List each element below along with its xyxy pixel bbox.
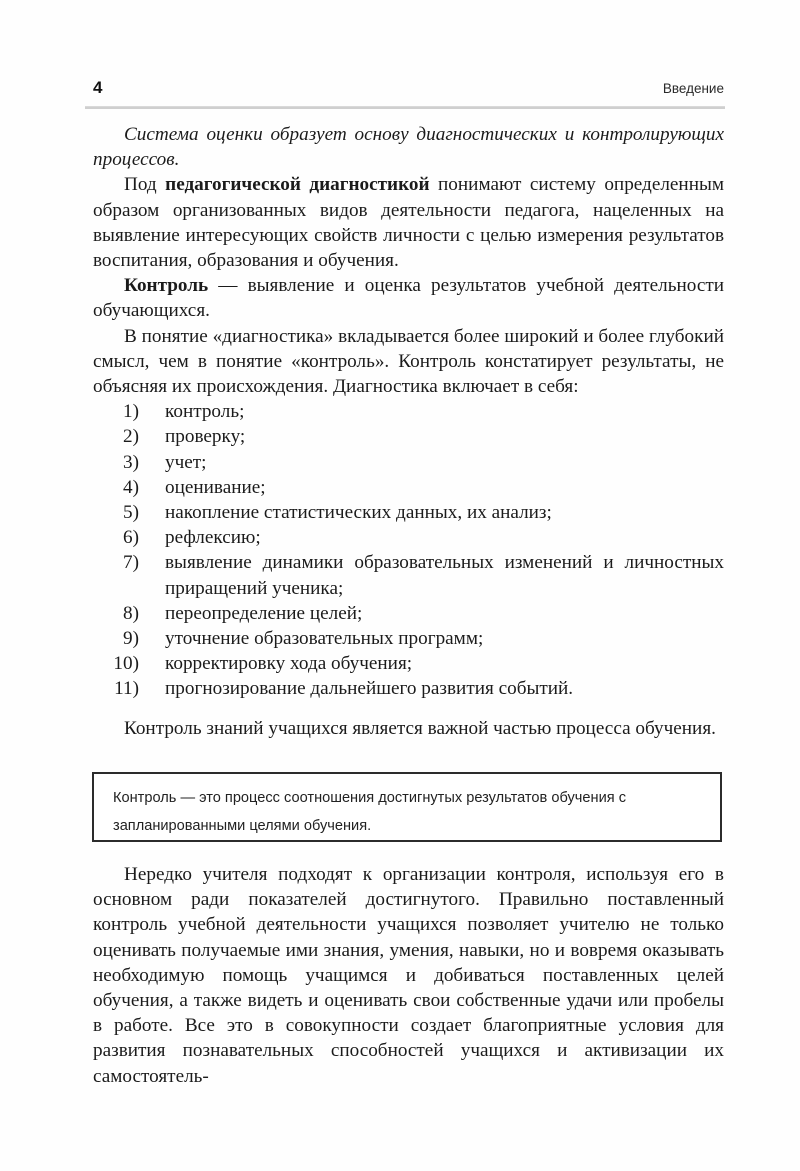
closing-text-block	[93, 862, 724, 1089]
list-item	[93, 676, 724, 701]
diagnostics-components-list	[93, 399, 724, 701]
list-item-text: контроль;	[165, 401, 245, 423]
paragraph-control-importance: Контроль знаний учащихся является важной частью процесса обучения.	[124, 717, 716, 739]
list-item-text: уточнение образовательных программ;	[165, 628, 484, 650]
list-item-number: 5)	[123, 502, 139, 524]
para2-after-bold: понимают систему определенным образом организованных видов деятельности педагога, нацеленных на выявление интересующих свойств личности с целью измерения результатов воспитания, образования и обучения.	[93, 174, 724, 272]
paragraph-control-definition	[93, 273, 724, 323]
paragraph-teachers-control: Нередко учителя подходят к организации контроля, используя его в основном ради показателей достигнутого. Правильно поставленный контроль учебной деятельности учащихся позволяет учителю не только оценивать получаемые ими знания, умения, навыки, но и вовремя оказывать необходимую помощь учащимся и добиваться поставленных целей обучения, а также видеть и оценивать свои собственные удачи или пробелы в работе. Все это в совокупности создает благоприятные условия для развития познавательных способностей учащихся и активизации их самостоятель-	[93, 864, 724, 1087]
list-item	[93, 550, 724, 600]
list-item-number: 6)	[123, 527, 139, 549]
list-item-text: учет;	[165, 451, 207, 473]
list-item-number: 1)	[123, 401, 139, 423]
header-divider	[85, 106, 725, 109]
list-item-number: 3)	[123, 451, 139, 473]
paragraph-diagnostics-scope: В понятие «диагностика» вкладывается более широкий и более глубокий смысл, чем в понятие «контроль». Контроль констатирует результаты, не объясняя их происхождения. Диагностика включает в себя:	[93, 325, 724, 398]
list-item-number: 4)	[123, 476, 139, 498]
list-item	[93, 626, 724, 651]
para2-before-bold: Под	[124, 174, 166, 196]
term-pedagogical-diagnostics: педагогической диагностикой	[165, 174, 430, 196]
list-item-text: рефлексию;	[165, 527, 261, 549]
list-item-number: 7)	[123, 552, 139, 574]
callout-text: Контроль — это процесс соотношения достигнутых результатов обучения с запланированными целями обучения.	[113, 790, 626, 834]
list-item-number: 8)	[123, 602, 139, 624]
page-number: 4	[93, 78, 103, 97]
list-item-text: выявление динамики образовательных изменений и личностных приращений ученика;	[165, 552, 724, 599]
callout-box	[92, 772, 722, 842]
list-item-text: корректировку хода обучения;	[165, 653, 413, 675]
running-head-title: Введение	[662, 81, 724, 96]
lead-paragraph: Система оценки образует основу диагностических и контролирующих процессов.	[93, 124, 724, 171]
running-head	[93, 78, 724, 102]
list-item	[93, 424, 724, 449]
list-item	[93, 500, 724, 525]
paragraph-pedagogical-diagnostics	[93, 172, 724, 273]
list-item-text: оценивание;	[165, 476, 266, 498]
list-item	[93, 651, 724, 676]
list-item	[93, 399, 724, 424]
text-column	[93, 122, 724, 741]
list-item-text: накопление статистических данных, их анализ;	[165, 502, 552, 524]
list-item-number: 9)	[123, 628, 139, 650]
term-control: Контроль	[124, 275, 209, 297]
list-item-text: прогнозирование дальнейшего развития событий.	[165, 678, 574, 700]
list-item-number: 11)	[114, 678, 139, 700]
list-item	[93, 475, 724, 500]
list-item-number: 10)	[113, 653, 139, 675]
list-item-text: переопределение целей;	[165, 602, 363, 624]
list-item-number: 2)	[123, 426, 139, 448]
list-item-text: проверку;	[165, 426, 246, 448]
list-item	[93, 450, 724, 475]
list-item	[93, 525, 724, 550]
para3-rest: — выявление и оценка результатов учебной деятельности обучающихся.	[93, 275, 724, 322]
list-item	[93, 601, 724, 626]
